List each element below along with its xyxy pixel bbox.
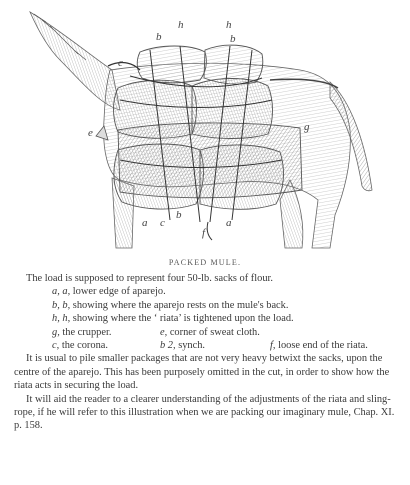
label-f: f <box>202 227 206 239</box>
label-b-lower: b <box>176 209 182 221</box>
legend-desc: lower edge of aparejo. <box>70 286 166 298</box>
legend-line-g-e <box>14 326 400 339</box>
label-h-right: h <box>226 19 232 31</box>
legend-line-c-b2-f <box>14 339 400 352</box>
legend-line-a <box>14 285 400 298</box>
figure-caption: PACKED MULE. <box>168 258 242 267</box>
legend-desc: loose end of the riata. <box>275 340 368 352</box>
legend-key: c, <box>52 340 60 352</box>
legend-key: f, <box>270 340 276 352</box>
legend-line-h <box>14 312 400 325</box>
riata-loose-end <box>207 222 212 240</box>
legend-desc: showing where the ‘ riata’ is tightened upon the load. <box>70 313 294 325</box>
legend-key: b 2, <box>160 340 176 352</box>
legend-key: b, b, <box>52 299 71 311</box>
legend-desc: the corona. <box>59 340 108 352</box>
legend-desc: synch. <box>175 340 206 352</box>
label-c-lower: c <box>160 217 165 229</box>
label-b-right: b <box>230 33 236 45</box>
label-g: g <box>304 121 310 133</box>
label-a-left: a <box>142 217 148 229</box>
legend-key: e, <box>160 326 168 338</box>
legend-key: g, <box>52 326 60 338</box>
paragraph-1: It is usual to pile smaller packages that are not very heavy betwixt the sacks, upon the centre of the aparejo. This has been purposely omitted in the cut, in order to show how the riata acts in securing the load. <box>14 353 390 392</box>
label-h-left: h <box>178 19 184 31</box>
legend-key: a, a, <box>52 286 71 298</box>
legend-desc: showing where the aparejo rests on the mule's back. <box>70 299 289 311</box>
legend-key: h, h, <box>52 313 71 325</box>
label-e: e <box>88 127 93 139</box>
sack-top-right <box>204 45 263 84</box>
label-c-upper: c <box>118 57 123 69</box>
label-a-right: a <box>226 217 232 229</box>
legend-desc: corner of sweat cloth. <box>167 326 260 338</box>
sack-upper-right <box>192 79 273 139</box>
legend-line-b <box>14 299 400 312</box>
label-b-left: b <box>156 31 162 43</box>
sack-lower-left <box>114 144 204 209</box>
sack-top-left <box>137 46 206 83</box>
paragraph-2: It will aid the reader to a clearer understanding of the adjustments of the riata and sling-rope, if he will refer to this illustration when we are packing our imaginary mule, Chap. XI. p. 158. <box>14 393 395 432</box>
intro-line: The load is supposed to represent four 50-lb. sacks of flour. <box>26 273 274 284</box>
body-text <box>14 272 400 433</box>
legend-desc: the crupper. <box>59 326 112 338</box>
